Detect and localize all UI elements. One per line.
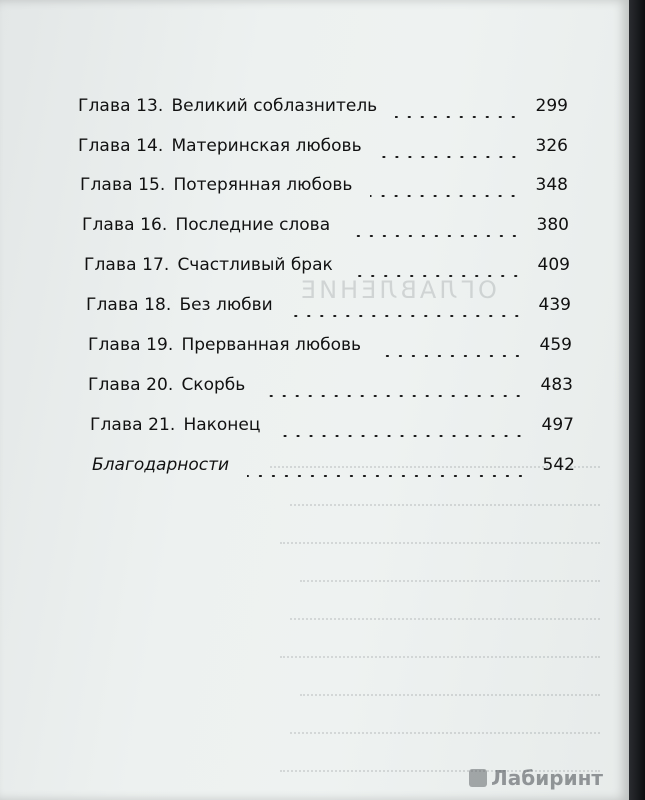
toc-entry[interactable] xyxy=(84,255,570,285)
page-number: 380 xyxy=(536,215,569,235)
dot-leader xyxy=(291,315,523,317)
dot-leader xyxy=(278,435,526,437)
dot-leader xyxy=(379,355,524,357)
chapter-number: Глава 21. xyxy=(90,415,176,435)
toc-entry[interactable] xyxy=(80,175,568,205)
chapter-title: Скорбь xyxy=(181,375,246,395)
chapter-title: Потерянная любовь xyxy=(173,175,353,195)
chapter-number: Глава 18. xyxy=(86,295,172,315)
labirint-logo-icon xyxy=(469,769,487,787)
watermark xyxy=(469,766,603,790)
page-edge-shadow xyxy=(629,0,645,800)
chapter-title: Прерванная любовь xyxy=(181,335,362,355)
dot-leader xyxy=(348,235,521,237)
dot-leader xyxy=(395,116,520,118)
toc-entry[interactable] xyxy=(78,96,568,126)
toc-entry[interactable] xyxy=(86,295,571,325)
chapter-title: Счастливый брак xyxy=(177,255,333,275)
toc-entry[interactable] xyxy=(78,136,568,166)
chapter-number: Глава 15. xyxy=(80,175,166,195)
watermark-text: Лабиринт xyxy=(491,766,603,790)
mirrored-heading: ОГЛАВЛЕНИЕ xyxy=(298,276,497,304)
chapter-title: Наконец xyxy=(183,415,261,435)
page-number: 542 xyxy=(542,455,575,475)
chapter-number: Глава 20. xyxy=(88,375,174,395)
dot-leader xyxy=(247,475,527,477)
page-number: 483 xyxy=(540,375,573,395)
page-number: 409 xyxy=(537,255,570,275)
dot-leader xyxy=(380,156,520,158)
page-number: 459 xyxy=(539,335,572,355)
dot-leader xyxy=(351,275,522,277)
page-number: 348 xyxy=(535,175,568,195)
chapter-title: Без любви xyxy=(179,295,273,315)
acknowledgements-title: Благодарности xyxy=(92,455,230,475)
chapter-number: Глава 14. xyxy=(78,136,164,156)
page-number: 497 xyxy=(541,415,574,435)
chapter-number: Глава 19. xyxy=(88,335,174,355)
toc-entry[interactable] xyxy=(88,375,573,405)
toc-entry-acknowledgements[interactable] xyxy=(92,455,575,485)
chapter-number: Глава 17. xyxy=(84,255,170,275)
chapter-title: Материнская любовь xyxy=(171,136,362,156)
dot-leader xyxy=(370,195,520,197)
chapter-number: Глава 16. xyxy=(82,215,168,235)
chapter-title: Великий соблазнитель xyxy=(171,96,378,116)
toc-entry[interactable] xyxy=(88,335,572,365)
page-number: 439 xyxy=(538,295,571,315)
page-number: 326 xyxy=(535,136,568,156)
page-number: 299 xyxy=(535,96,568,116)
toc-entry[interactable] xyxy=(82,215,569,245)
chapter-number: Глава 13. xyxy=(78,96,164,116)
chapter-title: Последние слова xyxy=(175,215,331,235)
toc-entry[interactable] xyxy=(90,415,574,445)
dot-leader xyxy=(263,395,525,397)
